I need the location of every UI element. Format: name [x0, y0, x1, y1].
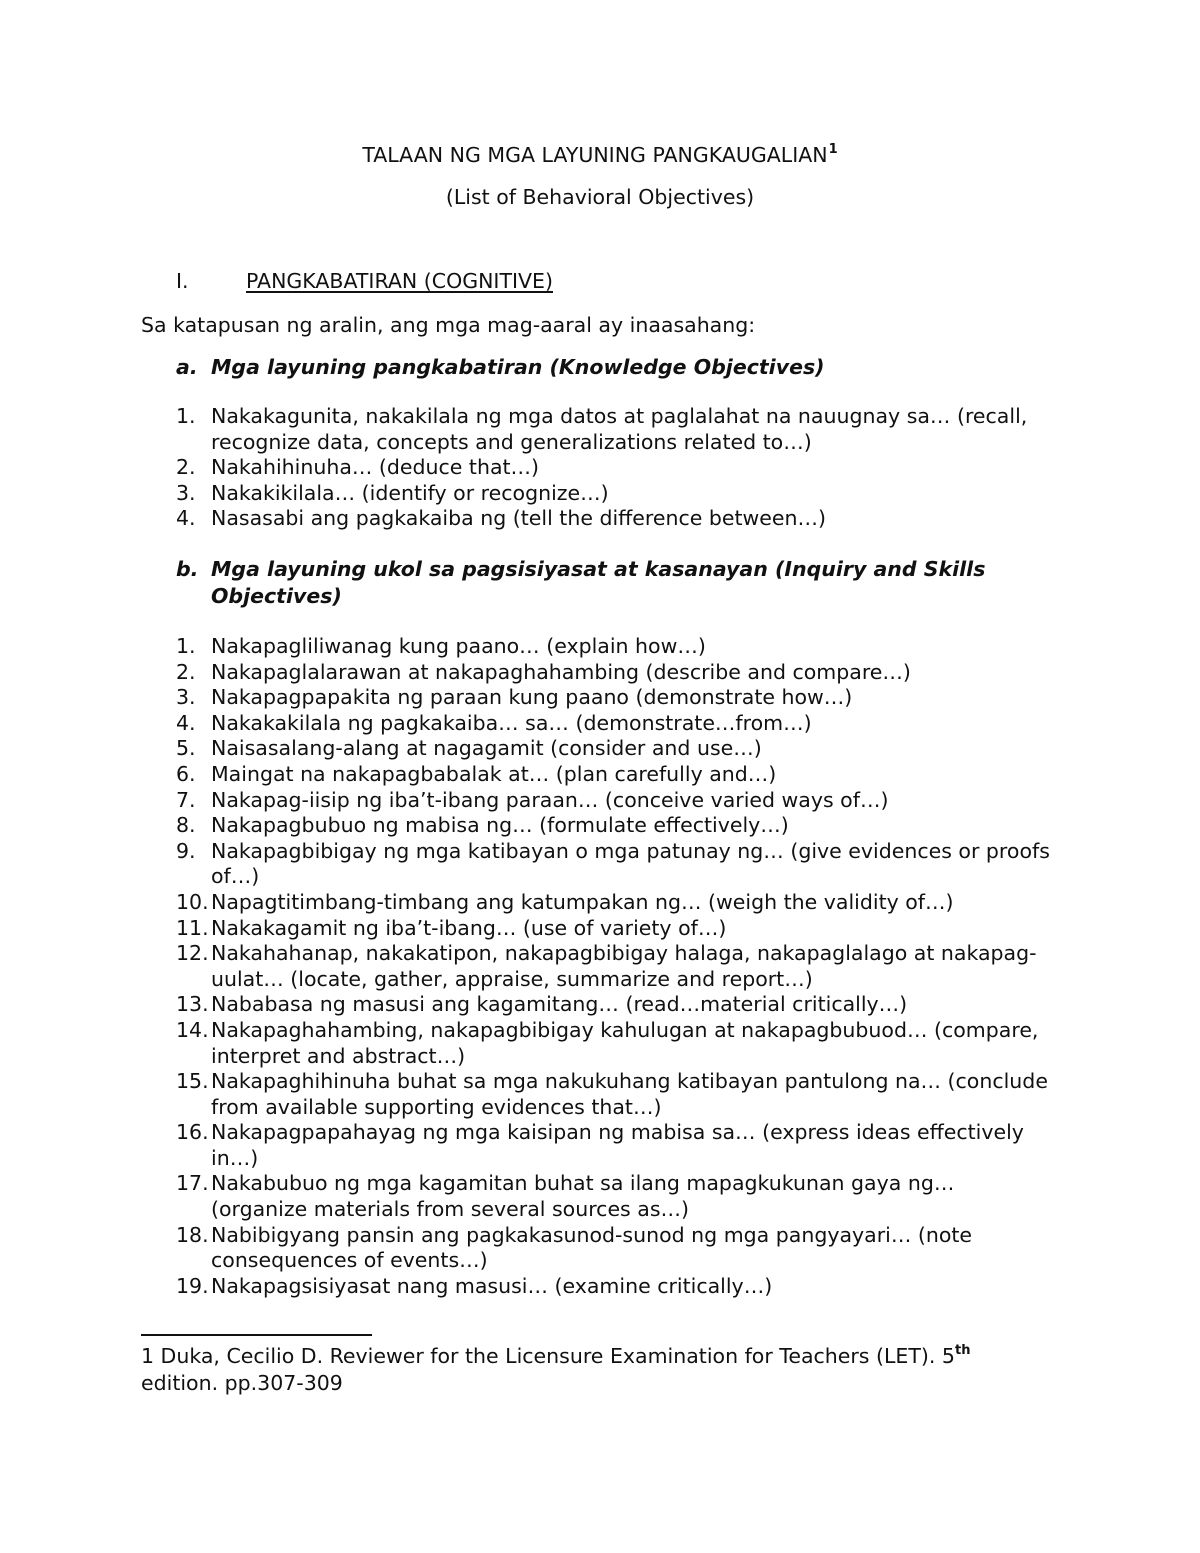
list-item-number: 15.	[176, 1069, 209, 1094]
list-item-text: Nakakikilala… (identify or recognize…)	[211, 480, 609, 505]
list-item	[176, 481, 1056, 507]
list-item	[176, 685, 1056, 711]
list-item	[176, 1274, 1056, 1300]
list-item-text: Nakapaghahambing, nakapagbibigay kahulugan at nakapagbubuod… (compare, interpret and abstract…)	[211, 1017, 1039, 1068]
list-item-number: 4.	[176, 506, 196, 531]
footnote-text-after: edition. pp.307-309	[141, 1371, 343, 1395]
list-item	[176, 455, 1056, 481]
list-item-text: Nakapagsisiyasat nang masusi… (examine critically…)	[211, 1273, 773, 1298]
list-item-number: 5.	[176, 736, 196, 761]
list-item	[176, 992, 1056, 1018]
list-item	[176, 890, 1056, 916]
list-item-number: 19.	[176, 1273, 209, 1298]
footnote	[141, 1343, 1041, 1397]
subsection-a-heading-text: Mga layuning pangkabatiran (Knowledge Objectives)	[211, 355, 825, 379]
list-item-number: 1.	[176, 634, 196, 658]
list-item-number: 18.	[176, 1222, 209, 1247]
list-item-number: 11.	[176, 915, 209, 940]
section-heading	[176, 266, 553, 296]
list-item	[176, 839, 1056, 890]
list-item-number: 9.	[176, 838, 196, 863]
section-heading-text: PANGKABATIRAN (COGNITIVE)	[246, 269, 554, 293]
list-item-number: 4.	[176, 710, 196, 735]
list-item-number: 2.	[176, 659, 196, 684]
title-text: TALAAN NG MGA LAYUNING PANGKAUGALIAN	[362, 143, 828, 167]
list-item-number: 3.	[176, 685, 196, 710]
list-item	[176, 506, 1056, 532]
list-item-text: Nakapag-iisip ng iba’t-ibang paraan… (conceive varied ways of…)	[211, 787, 889, 812]
list-item	[176, 1120, 1056, 1171]
list-item-text: Nakakakilala ng pagkakaiba… sa… (demonstrate…from…)	[211, 710, 812, 735]
list-item	[176, 711, 1056, 737]
list-item	[176, 916, 1056, 942]
list-item	[176, 1223, 1056, 1274]
list-item	[176, 1069, 1056, 1120]
list-item	[176, 788, 1056, 814]
section-intro: Sa katapusan ng aralin, ang mga mag-aaral ay inaasahang:	[141, 313, 756, 337]
list-item-text: Nakabubuo ng mga kagamitan buhat sa ilang mapagkukunan gaya ng… (organize materials from several sources as…)	[211, 1171, 955, 1222]
list-item-text: Nakapagbibigay ng mga katibayan o mga patunay ng… (give evidences or proofs of…)	[211, 838, 1050, 889]
list-item-text: Nakahahanap, nakakatipon, nakapagbibigay halaga, nakapaglalago at nakapag-uulat… (locate, gather, appraise, summarize and report…)	[211, 941, 1037, 991]
list-item-text: Nababasa ng masusi ang kagamitang… (read…material critically…)	[211, 992, 908, 1017]
footnote-separator	[141, 1334, 372, 1336]
list-item-text: Nakapagbubuo ng mabisa ng… (formulate effectively…)	[211, 813, 789, 838]
list-item	[176, 813, 1056, 839]
list-item	[176, 1171, 1056, 1222]
list-item-text: Nakapaghihinuha buhat sa mga nakukuhang katibayan pantulong na… (conclude from available supporting evidences that…)	[211, 1069, 1048, 1119]
footnote-superscript: th	[954, 1343, 971, 1358]
list-item-text: Maingat na nakapagbabalak at… (plan carefully and…)	[211, 761, 777, 786]
list-item-number: 13.	[176, 992, 209, 1017]
title-footnote-ref: 1	[828, 142, 838, 157]
knowledge-objectives-list	[176, 404, 1056, 532]
list-item-number: 14.	[176, 1017, 209, 1042]
subsection-b-heading	[176, 556, 1056, 610]
page-subtitle: (List of Behavioral Objectives)	[445, 185, 755, 209]
list-item	[176, 736, 1056, 762]
inquiry-skills-objectives-list	[176, 634, 1056, 1299]
list-item	[176, 762, 1056, 788]
list-item	[176, 1018, 1056, 1069]
list-item-number: 10.	[176, 889, 209, 914]
list-item-number: 7.	[176, 787, 196, 812]
list-item	[176, 941, 1056, 992]
list-item-number: 2.	[176, 455, 196, 480]
list-item-text: Nakapaglalarawan at nakapaghahambing (describe and compare…)	[211, 659, 911, 684]
list-item-text: Naisasalang-alang at nagagamit (consider and use…)	[211, 736, 762, 761]
list-item	[176, 660, 1056, 686]
list-item-number: 6.	[176, 761, 196, 786]
list-item	[176, 634, 1056, 660]
list-item-text: Nakahihinuha… (deduce that…)	[211, 455, 540, 480]
footnote-text: 1 Duka, Cecilio D. Reviewer for the Licensure Examination for Teachers (LET). 5	[141, 1344, 955, 1368]
list-item-text: Nakapagliliwanag kung paano… (explain how…)	[211, 634, 706, 658]
list-item-text: Nabibigyang pansin ang pagkakasunod-sunod ng mga pangyayari… (note consequences of events…)	[211, 1222, 973, 1273]
list-item-number: 8.	[176, 813, 196, 838]
list-item-text: Napagtitimbang-timbang ang katumpakan ng… (weigh the validity of…)	[211, 889, 954, 914]
list-item	[176, 404, 1056, 455]
section-number: I.	[176, 269, 189, 293]
list-item-text: Nakakagamit ng iba’t-ibang… (use of variety of…)	[211, 915, 727, 940]
list-item-number: 3.	[176, 480, 196, 505]
list-item-number: 1.	[176, 404, 196, 428]
subsection-b-heading-text: Mga layuning ukol sa pagsisiyasat at kasanayan (Inquiry and Skills Objectives)	[211, 557, 986, 608]
list-item-text: Nakapagpapahayag ng mga kaisipan ng mabisa sa… (express ideas effectively in…)	[211, 1120, 1024, 1170]
list-item-number: 17.	[176, 1171, 209, 1196]
list-item-number: 12.	[176, 941, 209, 966]
subsection-a-letter: a.	[176, 355, 198, 379]
list-item-text: Nakapagpapakita ng paraan kung paano (demonstrate how…)	[211, 685, 853, 710]
list-item-text: Nakakagunita, nakakilala ng mga datos at paglalahat na nauugnay sa… (recall, recognize data, concepts and generalizations related to…)	[211, 404, 1028, 454]
subsection-a-heading	[176, 354, 1056, 381]
page-title	[0, 140, 1200, 170]
list-item-text: Nasasabi ang pagkakaiba ng (tell the difference between…)	[211, 506, 827, 531]
subsection-b-letter: b.	[176, 557, 199, 581]
list-item-number: 16.	[176, 1120, 209, 1145]
